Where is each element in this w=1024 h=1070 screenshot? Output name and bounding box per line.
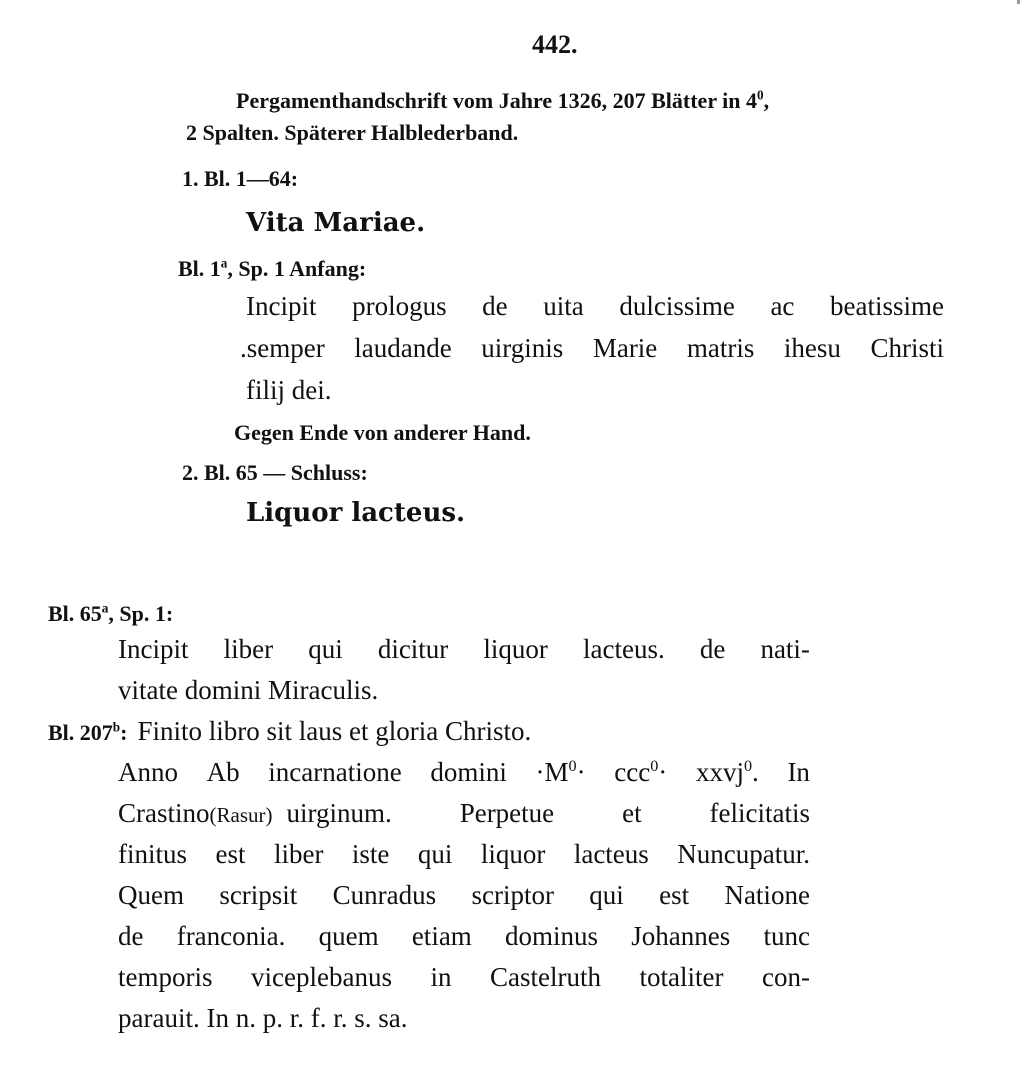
word: qui bbox=[417, 839, 453, 869]
entry65-text-line-2: vitate domini Miraculis. bbox=[118, 675, 379, 705]
entry207-text-line-5: parauit. In n. p. r. f. r. s. sa. bbox=[118, 1003, 408, 1033]
entry207-text-line-2 bbox=[118, 882, 810, 909]
word: scriptor bbox=[471, 880, 554, 910]
word: etiam bbox=[411, 921, 472, 951]
word: liber bbox=[223, 634, 274, 664]
word: liquor bbox=[480, 839, 546, 869]
description-text: Pergamenthandschrift vom Jahre 1326, 207 Blätter in 4 bbox=[236, 88, 758, 113]
word: felicitatis bbox=[709, 798, 810, 828]
section1-ref-pre: Bl. 1 bbox=[178, 256, 221, 281]
section1-reference bbox=[178, 255, 367, 281]
entry207-text-line-1 bbox=[118, 841, 810, 868]
description-line-2: 2 Spalten. Späterer Halblederband. bbox=[186, 120, 519, 145]
word: .semper bbox=[240, 333, 325, 363]
word: Incipit bbox=[118, 634, 189, 664]
entry207-first-line bbox=[48, 718, 531, 745]
word: Incipit bbox=[246, 291, 317, 321]
word: Castelruth bbox=[490, 962, 601, 992]
justified-line bbox=[118, 841, 810, 868]
entry65-ref-sup: a bbox=[101, 600, 109, 616]
justified-line bbox=[118, 759, 810, 786]
word: scripsit bbox=[219, 880, 298, 910]
section2-heading: 2. Bl. 65 — Schluss: bbox=[182, 460, 368, 485]
section1-text-line-3: filij dei. bbox=[246, 375, 332, 405]
entry65-ref-post: , Sp. 1: bbox=[108, 601, 174, 626]
section2-title: Liquor lacteus. bbox=[246, 498, 466, 528]
word: Natione bbox=[724, 880, 810, 910]
word: est bbox=[215, 839, 246, 869]
roman-numeral: xxvj$^0$. bbox=[695, 757, 759, 787]
word: dicitur bbox=[377, 634, 449, 664]
entry207-text-line-3 bbox=[118, 923, 810, 950]
roman-numeral: $\cdot M^0\cdot$ bbox=[535, 757, 586, 787]
word: liquor bbox=[483, 634, 548, 664]
word: ac bbox=[770, 291, 795, 321]
word: incarnatione bbox=[268, 757, 402, 787]
entry207-crastino-line bbox=[118, 800, 810, 827]
justified-line bbox=[118, 882, 810, 909]
word: in bbox=[430, 962, 452, 992]
section1-ref-sup: a bbox=[220, 255, 228, 271]
word: Marie bbox=[592, 333, 658, 363]
word: et bbox=[622, 798, 642, 828]
entry65-text-line-1 bbox=[118, 636, 810, 663]
word: Ab bbox=[206, 757, 240, 787]
word: matris bbox=[686, 333, 755, 363]
word: uita bbox=[543, 291, 584, 321]
entry207-ref bbox=[48, 720, 127, 745]
entry65-ref-pre: Bl. 65 bbox=[48, 601, 102, 626]
justified-line bbox=[246, 293, 944, 320]
section1-heading: 1. Bl. 1—64: bbox=[182, 166, 299, 191]
word: est bbox=[659, 880, 690, 910]
word: Johannes bbox=[631, 921, 731, 951]
entry207-text-line-4 bbox=[118, 964, 810, 991]
description-line-1 bbox=[236, 87, 770, 113]
word: domini bbox=[430, 757, 507, 787]
word: viceplebanus bbox=[251, 962, 392, 992]
word: Perpetue bbox=[459, 798, 555, 828]
word: lacteus bbox=[573, 839, 649, 869]
roman-numeral: ccc$^0$· bbox=[614, 757, 668, 787]
entry207-ref-sup: b bbox=[112, 719, 121, 735]
scan-mark bbox=[1017, 0, 1020, 4]
word: quem bbox=[318, 921, 379, 951]
word: finitus bbox=[118, 839, 188, 869]
justified-line bbox=[118, 800, 810, 827]
word: Christi bbox=[870, 333, 944, 363]
crastino-rest bbox=[286, 800, 810, 827]
word: con- bbox=[762, 962, 810, 992]
entry207-first-text: Finito libro sit laus et gloria Christo. bbox=[137, 716, 532, 746]
word: qui bbox=[308, 634, 343, 664]
word: liber bbox=[273, 839, 324, 869]
word: totaliter bbox=[639, 962, 724, 992]
section1-text-line-1 bbox=[246, 293, 944, 320]
word: Quem bbox=[118, 880, 184, 910]
word: uirginum. bbox=[286, 798, 392, 828]
entry207-anno-line bbox=[118, 759, 810, 786]
format-superscript: 0 bbox=[757, 87, 764, 103]
word: de bbox=[699, 634, 726, 664]
page-number: 442. bbox=[532, 30, 578, 59]
word: temporis bbox=[118, 962, 213, 992]
word: lacteus. bbox=[583, 634, 665, 664]
word: ihesu bbox=[783, 333, 841, 363]
entry207-ref-post: : bbox=[120, 720, 128, 745]
word: laudande bbox=[354, 333, 452, 363]
crastino-word: Crastino bbox=[118, 798, 210, 828]
section1-ref-post: , Sp. 1 Anfang: bbox=[227, 256, 367, 281]
word: franconia. bbox=[176, 921, 286, 951]
crastino-rest-wrap bbox=[286, 800, 810, 827]
entry207-ref-pre: Bl. 207 bbox=[48, 720, 113, 745]
word: nati- bbox=[760, 634, 810, 664]
word: Cunradus bbox=[332, 880, 437, 910]
word: In bbox=[787, 757, 810, 787]
word: beatissime bbox=[830, 291, 944, 321]
section1-title: Vita Mariae. bbox=[246, 208, 426, 238]
section1-text-line-2 bbox=[240, 335, 944, 362]
description-comma: , bbox=[763, 88, 770, 113]
word: dulcissime bbox=[619, 291, 735, 321]
word: uirginis bbox=[481, 333, 564, 363]
justified-line bbox=[240, 335, 944, 362]
word: de bbox=[118, 921, 144, 951]
justified-line bbox=[118, 923, 810, 950]
word: prologus bbox=[352, 291, 447, 321]
word: tunc bbox=[763, 921, 810, 951]
justified-line bbox=[118, 636, 810, 663]
section1-note: Gegen Ende von anderer Hand. bbox=[234, 420, 531, 445]
word: de bbox=[482, 291, 508, 321]
word: iste bbox=[351, 839, 390, 869]
rasur-note: (Rasur) bbox=[209, 803, 273, 827]
word: Anno bbox=[118, 757, 178, 787]
word: Nuncupatur. bbox=[677, 839, 810, 869]
justified-line bbox=[118, 964, 810, 991]
entry65-reference bbox=[48, 600, 174, 626]
word: dominus bbox=[505, 921, 599, 951]
word: qui bbox=[589, 880, 624, 910]
